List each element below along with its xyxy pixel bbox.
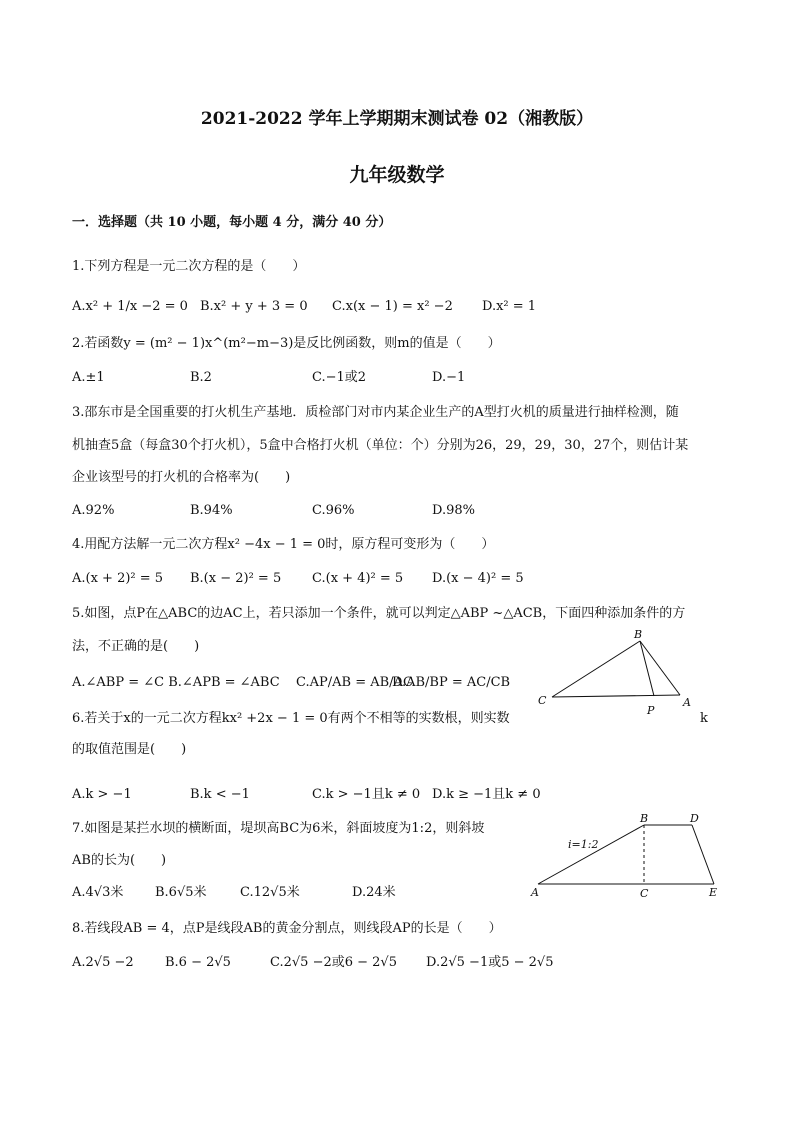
q5-option-ab: A.∠ABP = ∠C B.∠APB = ∠ABC (72, 675, 280, 690)
question-1: 1.下列方程是一元二次方程的是（ ） (72, 259, 306, 274)
section-heading: 一．选择题（共 10 小题，每小题 4 分，满分 40 分） (72, 215, 392, 230)
q2-option-b: B.2 (190, 370, 212, 385)
fig7-label-d: D (690, 812, 699, 825)
q3-option-a: A.92% (72, 503, 115, 518)
fig7-label-e: E (709, 886, 718, 899)
q4-option-b: B.(x − 2)² = 5 (190, 571, 282, 586)
q7-option-a: A.4√3米 (72, 885, 124, 900)
q3-option-c: C.96% (312, 503, 355, 518)
fig7-label-a: A (531, 886, 539, 899)
question-3-line-3: 企业该型号的打火机的合格率为( ) (72, 470, 291, 485)
fig5-label-c: C (538, 694, 547, 707)
fig5-label-p: P (647, 704, 655, 717)
q7-option-b: B.6√5米 (155, 885, 207, 900)
q4-option-c: C.(x + 4)² = 5 (312, 571, 404, 586)
q8-option-b: B.6 − 2√5 (165, 955, 231, 970)
question-8: 8.若线段AB = 4，点P是线段AB的黄金分割点，则线段AP的长是（ ） (72, 921, 502, 936)
question-3-line-2: 机抽查5盒（每盒30个打火机），5盒中合格打火机（单位：个）分别为26，29，29，30，27个，则估计某 (72, 438, 689, 453)
question-6-line-2: 的取值范围是( ) (72, 742, 187, 757)
q8-option-a: A.2√5 −2 (72, 955, 134, 970)
question-3-line-1: 3.邵东市是全国重要的打火机生产基地．质检部门对市内某企业生产的A型打火机的质量进行抽样检测，随 (72, 405, 679, 420)
fig7-label-b: B (640, 812, 649, 825)
q7-option-d: D.24米 (352, 885, 396, 900)
question-7-line-2: AB的长为( ) (72, 853, 167, 868)
q1-option-a: A.x² + 1/x −2 = 0 (72, 299, 188, 314)
q3-option-d: D.98% (432, 503, 475, 518)
q8-option-d: D.2√5 −1或5 − 2√5 (426, 955, 554, 970)
q1-option-d: D.x² = 1 (482, 299, 537, 314)
question-6-line-1: 6.若关于x的一元二次方程kx² +2x − 1 = 0有两个不相等的实数根，则实数 (72, 711, 510, 726)
q6-option-a: A.k > −1 (72, 787, 132, 802)
fig7-slope-label: i=1:2 (568, 838, 599, 851)
q6-option-b: B.k < −1 (190, 787, 250, 802)
q5-option-c: C.AP/AB = AB/AC (296, 675, 413, 690)
q7-option-c: C.12√5米 (240, 885, 300, 900)
question-2: 2.若函数y = (m² − 1)x^(m²−m−3)是反比例函数，则m的值是（ ） (72, 336, 501, 351)
fig7-label-c: C (640, 887, 649, 900)
q6-option-d: D.k ≥ −1且k ≠ 0 (432, 787, 541, 802)
question-5-line-1: 5.如图，点P在△ABC的边AC上，若只添加一个条件，就可以判定△ABP ~△ACB，下面四种添加条件的方 (72, 606, 686, 621)
question-4: 4.用配方法解一元二次方程x² −4x − 1 = 0时，原方程可变形为（ ） (72, 537, 495, 552)
question-7-line-1: 7.如图是某拦水坝的横断面，堤坝高BC为6米，斜面坡度为1:2，则斜坡 (72, 821, 485, 836)
q8-option-c: C.2√5 −2或6 − 2√5 (270, 955, 397, 970)
page-subtitle: 九年级数学 (349, 164, 445, 186)
question-6-var-k: k (700, 711, 708, 726)
fig5-label-b: B (634, 628, 643, 641)
question-5-line-2: 法，不正确的是( ) (72, 639, 200, 654)
q2-option-c: C.−1或2 (312, 370, 367, 385)
q4-option-a: A.(x + 2)² = 5 (72, 571, 164, 586)
dam-figure-q7 (526, 808, 726, 904)
q4-option-d: D.(x − 4)² = 5 (432, 571, 524, 586)
q3-option-b: B.94% (190, 503, 233, 518)
q1-option-c: C.x(x − 1) = x² −2 (332, 299, 453, 314)
q2-option-d: D.−1 (432, 370, 466, 385)
fig5-label-a: A (683, 696, 691, 709)
q5-option-d: D.AB/BP = AC/CB (392, 675, 511, 690)
q2-option-a: A.±1 (72, 370, 105, 385)
triangle-figure-q5 (530, 622, 710, 718)
q1-option-b: B.x² + y + 3 = 0 (200, 299, 308, 314)
page-title: 2021-2022 学年上学期期末测试卷 02（湘教版） (200, 109, 594, 129)
q6-option-c: C.k > −1且k ≠ 0 (312, 787, 421, 802)
